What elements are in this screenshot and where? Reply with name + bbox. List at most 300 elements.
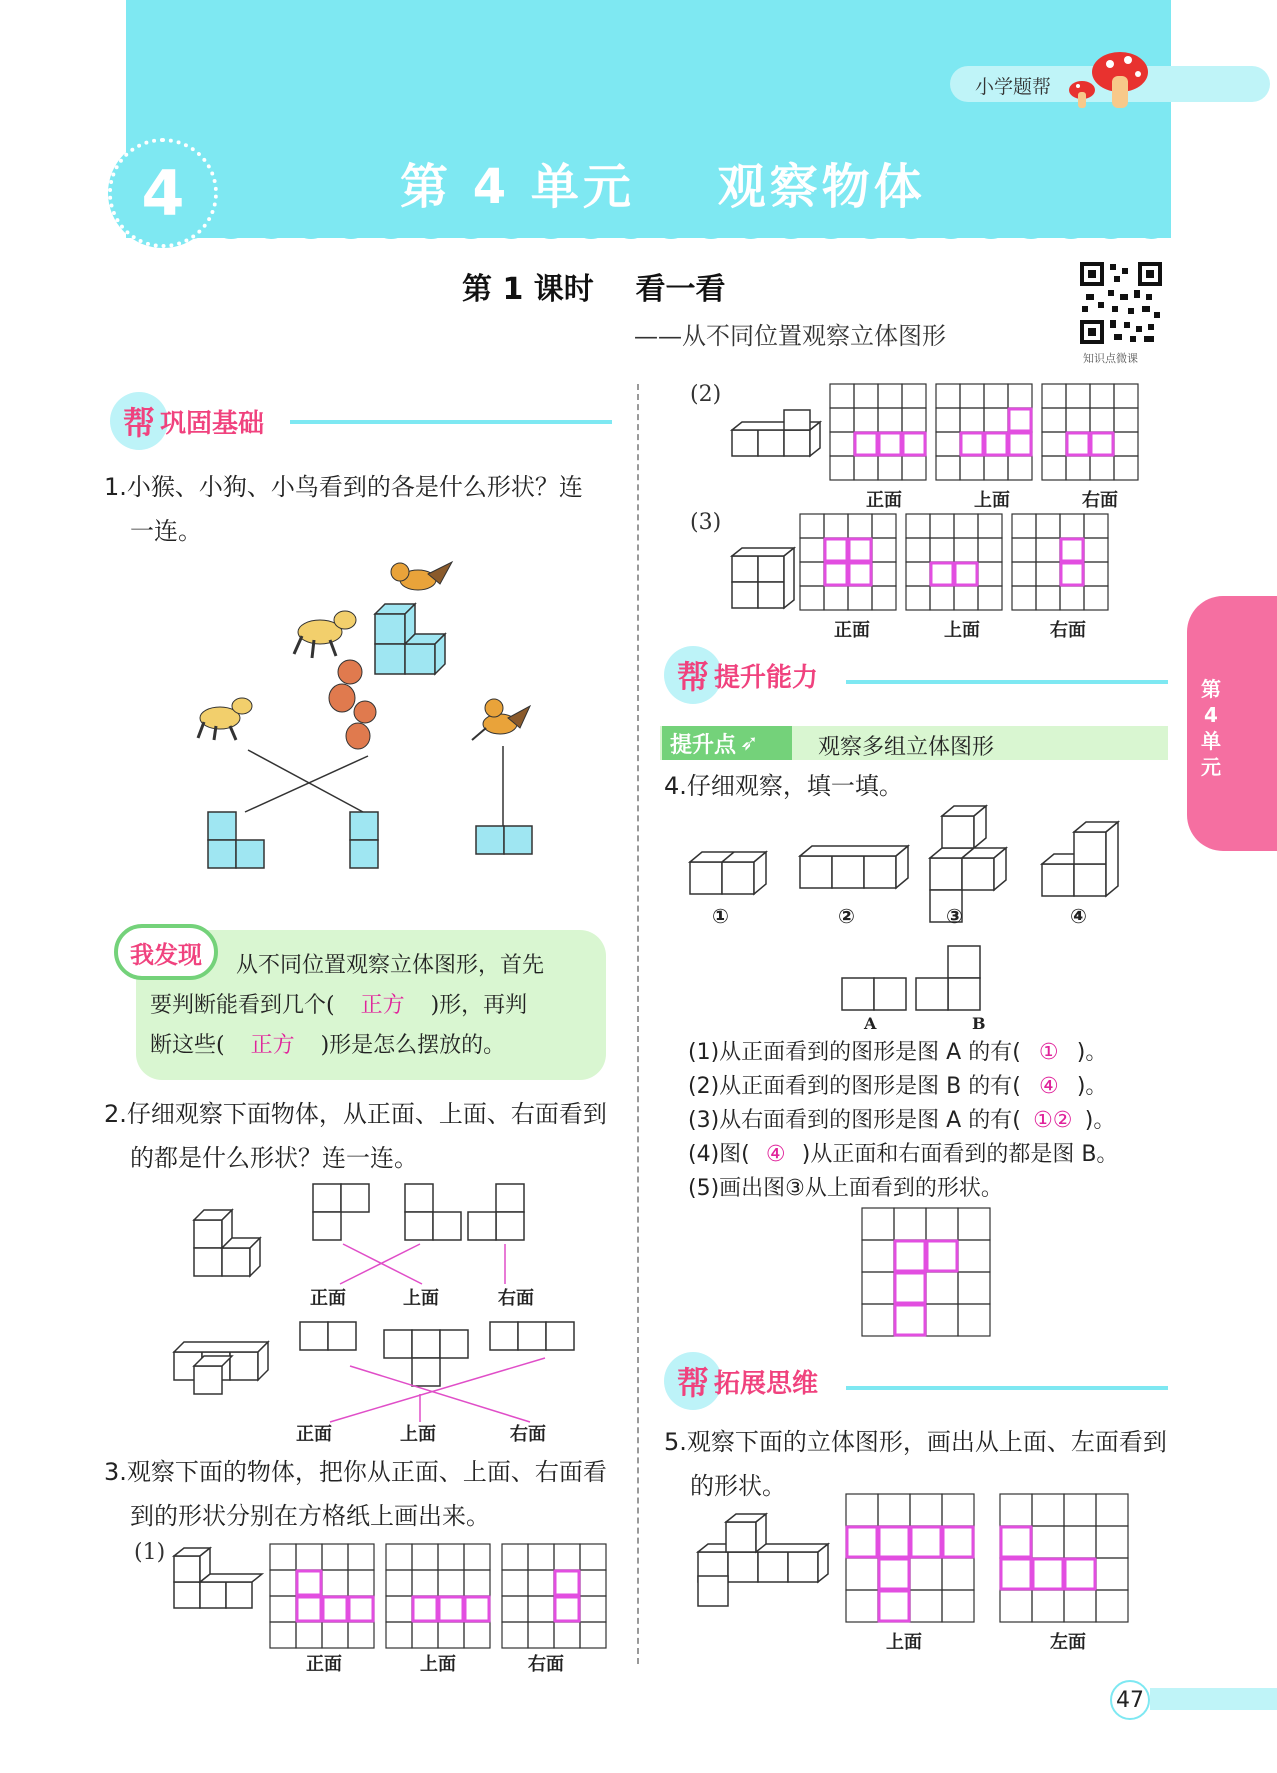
label-top: 上面	[420, 1654, 456, 1675]
section-line	[846, 680, 1168, 684]
drawn-cell	[943, 1527, 973, 1557]
question-number: 2.	[104, 1100, 127, 1128]
grid-cell	[930, 562, 954, 586]
drawn-cell	[1009, 433, 1031, 455]
question-text: 到的形状分别在方格纸上画出来。	[130, 1502, 490, 1530]
grid-cell	[862, 1240, 894, 1272]
qr-code-icon[interactable]	[1078, 260, 1164, 346]
horizontal-two	[476, 826, 532, 854]
grid-cell	[1090, 432, 1114, 456]
grid-cell	[984, 432, 1008, 456]
grid-cell	[978, 562, 1002, 586]
grid-cell	[1090, 384, 1114, 408]
grid-cell	[936, 432, 960, 456]
grid-cell	[960, 384, 984, 408]
discover-tag: 我发现	[114, 924, 218, 980]
grid-cell	[348, 1570, 374, 1596]
grid-cell	[824, 538, 848, 562]
grid-cell	[528, 1596, 554, 1622]
q5-shape	[686, 1506, 836, 1606]
answer: 正方	[250, 1033, 295, 1058]
label-front: 正面	[306, 1654, 342, 1675]
grid-cell	[906, 538, 930, 562]
grid-cell	[1096, 1590, 1128, 1622]
question-text: 一连。	[130, 517, 202, 545]
grid-cell	[930, 514, 954, 538]
drawn-cell	[847, 1527, 877, 1557]
grid-cell	[926, 1240, 958, 1272]
q3-3-shape	[730, 544, 800, 614]
label-left: 左面	[1050, 1632, 1086, 1653]
grid-cell	[942, 1526, 974, 1558]
grid-cell	[296, 1622, 322, 1648]
drawn-cell	[849, 539, 871, 561]
grid-cell	[978, 538, 1002, 562]
grid-cell	[412, 1570, 438, 1596]
mushroom-icon	[1068, 46, 1158, 116]
grid-cell	[926, 1272, 958, 1304]
drawn-cell	[903, 433, 925, 455]
grid-cell	[954, 562, 978, 586]
drawn-cell	[439, 1597, 463, 1621]
grid-cell	[296, 1596, 322, 1622]
dog-icon	[198, 698, 252, 740]
q4-answer-grid	[862, 1208, 998, 1344]
label-right: 右面	[510, 1424, 546, 1445]
q1-illustration	[190, 550, 550, 890]
grid-cell	[984, 408, 1008, 432]
drawn-cell	[895, 1273, 925, 1303]
label-right: 右面	[498, 1288, 534, 1309]
drawn-cell	[879, 1559, 909, 1589]
q3-1-grids	[270, 1544, 610, 1654]
question-text: 仔细观察，填一填。	[686, 772, 903, 800]
grid-cell	[1090, 408, 1114, 432]
q3-3-grids	[800, 514, 1140, 614]
drawn-cell	[931, 563, 953, 585]
label-top: 上面	[403, 1288, 439, 1309]
drawn-cell	[349, 1597, 373, 1621]
grid-cell	[1000, 1558, 1032, 1590]
grid-cell	[1060, 562, 1084, 586]
cube-stack	[375, 604, 445, 674]
grid-cell	[800, 586, 824, 610]
grid-cell	[1114, 384, 1138, 408]
grid-cell	[1032, 1590, 1064, 1622]
grid-cell	[910, 1526, 942, 1558]
grid-cell	[1032, 1494, 1064, 1526]
grid-cell	[902, 432, 926, 456]
grid-cell	[862, 1208, 894, 1240]
grid-cell	[296, 1544, 322, 1570]
grid-cell	[438, 1622, 464, 1648]
grid-cell	[348, 1622, 374, 1648]
grid-cell	[1084, 538, 1108, 562]
grid-cell	[910, 1558, 942, 1590]
grid-cell	[800, 514, 824, 538]
arrow-icon: ➶	[740, 730, 759, 756]
q3-2-shape	[730, 416, 830, 466]
grid-cell	[854, 456, 878, 480]
grid-cell	[878, 1494, 910, 1526]
drawn-cell	[413, 1597, 437, 1621]
grid-cell	[1114, 456, 1138, 480]
grid-cell	[824, 586, 848, 610]
grid-cell	[386, 1622, 412, 1648]
question-text: 观察下面的物体，把你从正面、上面、右面看	[126, 1458, 607, 1486]
grid-cell	[438, 1544, 464, 1570]
figure-number: ①	[712, 904, 729, 928]
grid-cell	[322, 1544, 348, 1570]
grid-cell	[800, 538, 824, 562]
grid-cell	[1032, 1526, 1064, 1558]
label-right: 右面	[1050, 620, 1086, 641]
answer: ④	[1038, 1074, 1059, 1099]
grid-cell	[954, 586, 978, 610]
grid-cell	[1008, 456, 1032, 480]
grid-cell	[958, 1272, 990, 1304]
part-label: (3)	[690, 510, 722, 535]
grid-cell	[438, 1570, 464, 1596]
section-title: 巩固基础	[160, 408, 265, 439]
grid-cell	[1000, 1494, 1032, 1526]
grid-cell	[464, 1544, 490, 1570]
grid-cell	[830, 384, 854, 408]
grid-cell	[1060, 586, 1084, 610]
grid-cell	[1042, 384, 1066, 408]
grid-cell	[800, 562, 824, 586]
grid-cell	[872, 562, 896, 586]
grid-cell	[554, 1596, 580, 1622]
grid-cell	[1060, 538, 1084, 562]
drawn-cell	[1033, 1559, 1063, 1589]
unit-title: 第 4 单元 观察物体	[400, 159, 926, 215]
grid-cell	[1042, 456, 1066, 480]
bird-icon	[391, 562, 452, 590]
grid-cell	[528, 1544, 554, 1570]
lift-point-tag: 提升点 ➶	[662, 726, 792, 760]
grid-cell	[348, 1544, 374, 1570]
grid-cell	[502, 1570, 528, 1596]
label-right: 右面	[1082, 490, 1118, 511]
section-expand	[664, 1352, 818, 1410]
grid-cell	[942, 1590, 974, 1622]
grid-cell	[906, 514, 930, 538]
grid-cell	[1064, 1558, 1096, 1590]
grid-cell	[978, 514, 1002, 538]
grid-cell	[1114, 432, 1138, 456]
grid-cell	[926, 1208, 958, 1240]
grid-cell	[878, 456, 902, 480]
q4-subquestions	[688, 1036, 1188, 1206]
grid-cell	[848, 514, 872, 538]
grid-cell	[1036, 562, 1060, 586]
grid-cell	[1012, 562, 1036, 586]
q2-figure-2	[170, 1318, 610, 1428]
label-front: 正面	[296, 1424, 332, 1445]
drawn-cell	[1001, 1559, 1031, 1589]
grid-cell	[386, 1570, 412, 1596]
grid-cell	[1064, 1590, 1096, 1622]
question-number: 5.	[664, 1428, 687, 1456]
grid-cell	[830, 456, 854, 480]
part-label: (2)	[690, 382, 722, 407]
drawn-cell	[955, 563, 977, 585]
grid-cell	[322, 1596, 348, 1622]
shape-label-b: B	[972, 1014, 986, 1033]
grid-cell	[1042, 432, 1066, 456]
grid-cell	[1064, 1526, 1096, 1558]
drawn-cell	[1091, 433, 1113, 455]
grid-cell	[580, 1596, 606, 1622]
grid-cell	[412, 1596, 438, 1622]
q4-sub-3: (3)从右面看到的图形是图 A 的有( ①② )。	[688, 1104, 1188, 1138]
grid-cell	[930, 538, 954, 562]
vertical-two	[350, 812, 378, 868]
grid-cell	[910, 1494, 942, 1526]
grid-cell	[960, 408, 984, 432]
drawn-cell	[323, 1597, 347, 1621]
grid-cell	[848, 586, 872, 610]
grid-cell	[954, 514, 978, 538]
drawn-cell	[879, 433, 901, 455]
grid-cell	[846, 1590, 878, 1622]
section-badge: 帮	[664, 646, 722, 704]
q4-sub-4: (4)图( ④ )从正面和右面看到的都是图 B。	[688, 1138, 1188, 1172]
grid-cell	[412, 1544, 438, 1570]
grid-cell	[936, 456, 960, 480]
grid-cell	[830, 408, 854, 432]
label-front: 正面	[866, 490, 902, 511]
discover-line-2: 要判断能看到几个( 正方 )形，再判	[150, 986, 527, 1026]
question-number: 1.	[104, 473, 127, 501]
drawn-cell	[297, 1597, 321, 1621]
grid-cell	[930, 586, 954, 610]
grid-cell	[960, 432, 984, 456]
grid-cell	[1036, 514, 1060, 538]
grid-cell	[878, 408, 902, 432]
grid-cell	[936, 408, 960, 432]
drawn-cell	[895, 1305, 925, 1335]
section-title: 拓展思维	[714, 1368, 819, 1399]
grid-cell	[270, 1544, 296, 1570]
grid-cell	[580, 1622, 606, 1648]
section-line	[290, 420, 612, 424]
q3-1-shape	[170, 1560, 260, 1620]
drawn-cell	[849, 563, 871, 585]
grid-cell	[848, 538, 872, 562]
q4-sub-1: (1)从正面看到的图形是图 A 的有( ① )。	[688, 1036, 1188, 1070]
grid-cell	[580, 1544, 606, 1570]
grid-cell	[1114, 408, 1138, 432]
grid-cell	[1036, 586, 1060, 610]
question-4	[664, 764, 903, 808]
grid-cell	[1066, 456, 1090, 480]
grid-cell	[386, 1544, 412, 1570]
question-text: 小猴、小狗、小鸟看到的各是什么形状？连	[126, 473, 583, 501]
grid-cell	[830, 432, 854, 456]
grid-cell	[878, 1526, 910, 1558]
lesson-subtitle: ——从不同位置观察立体图形	[634, 322, 946, 350]
label-top: 上面	[944, 620, 980, 641]
lesson-title: 第 1 课时 看一看	[462, 272, 726, 307]
grid-cell	[902, 408, 926, 432]
grid-cell	[846, 1494, 878, 1526]
drawn-cell	[1061, 539, 1083, 561]
grid-cell	[464, 1596, 490, 1622]
grid-cell	[958, 1240, 990, 1272]
grid-cell	[502, 1596, 528, 1622]
label-right: 右面	[528, 1654, 564, 1675]
grid-cell	[862, 1304, 894, 1336]
label-front: 正面	[834, 620, 870, 641]
l-shape	[208, 812, 264, 868]
grid-cell	[1000, 1590, 1032, 1622]
grid-cell	[1084, 586, 1108, 610]
drawn-cell	[297, 1571, 321, 1595]
drawn-cell	[961, 433, 983, 455]
grid-cell	[1032, 1558, 1064, 1590]
grid-cell	[528, 1570, 554, 1596]
grid-cell	[872, 586, 896, 610]
drawn-cell	[555, 1571, 579, 1595]
figure-number: ②	[838, 904, 855, 928]
grid-cell	[1064, 1494, 1096, 1526]
drawn-cell	[855, 433, 877, 455]
q4-shapes-ab	[830, 940, 1030, 1020]
q4-sub-5: (5)画出图③从上面看到的形状。	[688, 1176, 1003, 1201]
grid-cell	[554, 1544, 580, 1570]
grid-cell	[942, 1494, 974, 1526]
page-number: 47	[1110, 1680, 1150, 1720]
answer: ①	[1038, 1040, 1059, 1065]
dog-icon	[294, 611, 356, 658]
grid-cell	[348, 1596, 374, 1622]
grid-cell	[846, 1526, 878, 1558]
grid-cell	[878, 1590, 910, 1622]
drawn-cell	[879, 1591, 909, 1621]
grid-cell	[1008, 408, 1032, 432]
grid-cell	[580, 1570, 606, 1596]
question-1	[104, 465, 624, 553]
grid-cell	[1060, 514, 1084, 538]
grid-cell	[894, 1272, 926, 1304]
grid-cell	[322, 1622, 348, 1648]
figure-number: ③	[946, 904, 963, 928]
grid-cell	[270, 1622, 296, 1648]
answer: 正方	[360, 993, 405, 1018]
question-text: 仔细观察下面物体，从正面、上面、右面看到	[126, 1100, 607, 1128]
section-line	[846, 1386, 1168, 1390]
section-badge: 帮	[664, 1352, 722, 1410]
question-text: 的形状。	[690, 1472, 786, 1500]
grid-cell	[910, 1590, 942, 1622]
grid-cell	[502, 1544, 528, 1570]
grid-cell	[1008, 432, 1032, 456]
grid-cell	[270, 1570, 296, 1596]
drawn-cell	[1067, 433, 1089, 455]
brand-name: 小学题帮	[975, 76, 1052, 98]
page-bar	[1150, 1688, 1277, 1710]
grid-cell	[936, 384, 960, 408]
q4-sub-2: (2)从正面看到的图形是图 B 的有( ④ )。	[688, 1070, 1188, 1104]
grid-cell	[878, 432, 902, 456]
grid-cell	[412, 1622, 438, 1648]
section-basic	[110, 392, 264, 450]
label-top: 上面	[400, 1424, 436, 1445]
drawn-cell	[825, 563, 847, 585]
grid-cell	[1066, 408, 1090, 432]
question-number: 4.	[664, 772, 687, 800]
grid-cell	[902, 456, 926, 480]
bird-icon	[472, 699, 530, 740]
grid-cell	[894, 1208, 926, 1240]
grid-cell	[824, 514, 848, 538]
q2-figure-1	[190, 1180, 610, 1310]
question-2	[104, 1092, 624, 1180]
grid-cell	[942, 1558, 974, 1590]
grid-cell	[906, 586, 930, 610]
grid-cell	[978, 586, 1002, 610]
q5-grids	[846, 1494, 1136, 1624]
grid-cell	[528, 1622, 554, 1648]
grid-cell	[894, 1304, 926, 1336]
grid-cell	[984, 384, 1008, 408]
grid-cell	[926, 1304, 958, 1336]
grid-cell	[1012, 514, 1036, 538]
grid-cell	[854, 432, 878, 456]
grid-cell	[1066, 384, 1090, 408]
grid-cell	[554, 1570, 580, 1596]
grid-cell	[438, 1596, 464, 1622]
grid-cell	[862, 1272, 894, 1304]
unit-number-badge: 4	[108, 138, 218, 248]
grid-cell	[386, 1596, 412, 1622]
grid-cell	[296, 1570, 322, 1596]
question-3	[104, 1450, 624, 1538]
grid-cell	[960, 456, 984, 480]
drawn-cell	[879, 1527, 909, 1557]
q3-2-grids	[830, 384, 1170, 484]
grid-cell	[954, 538, 978, 562]
drawn-cell	[1009, 409, 1031, 431]
grid-cell	[1096, 1526, 1128, 1558]
grid-cell	[1066, 432, 1090, 456]
drawn-cell	[1061, 563, 1083, 585]
grid-cell	[848, 562, 872, 586]
drawn-cell	[927, 1241, 957, 1271]
label-front: 正面	[310, 1288, 346, 1309]
question-text: 的都是什么形状？连一连。	[130, 1144, 418, 1172]
drawn-cell	[825, 539, 847, 561]
part-label: (1)	[134, 1540, 166, 1565]
grid-cell	[1012, 586, 1036, 610]
drawn-cell	[1001, 1527, 1031, 1557]
grid-cell	[872, 514, 896, 538]
grid-cell	[464, 1570, 490, 1596]
figure-number: ④	[1070, 904, 1087, 928]
drawn-cell	[555, 1597, 579, 1621]
grid-cell	[854, 408, 878, 432]
section-badge: 帮	[110, 392, 168, 450]
section-improve	[664, 646, 818, 704]
grid-cell	[958, 1304, 990, 1336]
grid-cell	[1000, 1526, 1032, 1558]
drawn-cell	[465, 1597, 489, 1621]
grid-cell	[1090, 456, 1114, 480]
grid-cell	[322, 1570, 348, 1596]
side-tab-label: 第4单元	[1201, 677, 1221, 779]
